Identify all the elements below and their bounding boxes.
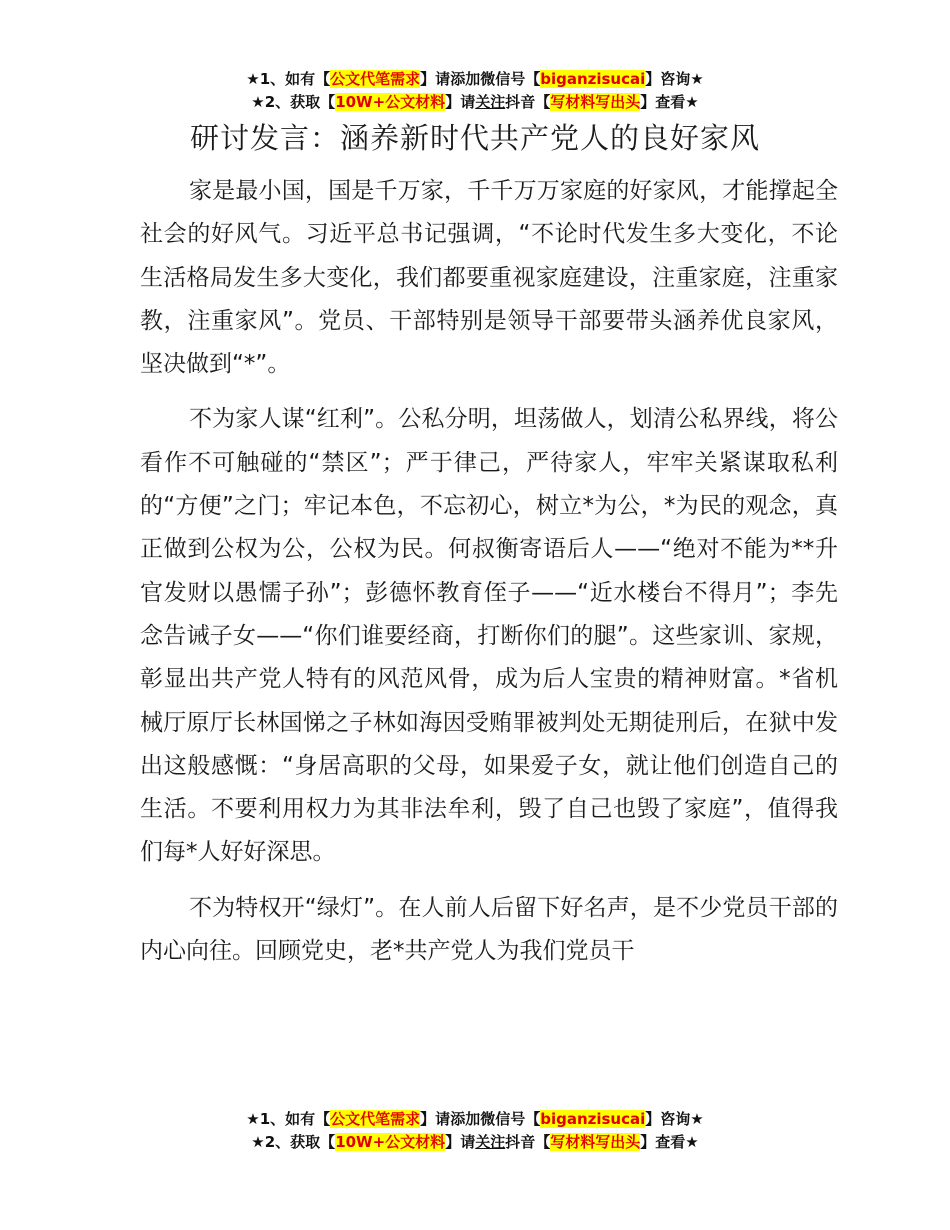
highlight-materials: 10W+公文材料 (335, 1133, 446, 1151)
emphasis-add: 添加 (450, 1110, 481, 1128)
notice-text: 】咨询★ (645, 70, 704, 88)
header-notice (0, 68, 950, 114)
notice-text: 】请 (445, 1133, 476, 1151)
document-body (140, 170, 838, 973)
highlight-douyin-account: 写材料写出头 (550, 1133, 641, 1151)
emphasis-follow: 关注 (475, 1133, 506, 1151)
notice-text: 微信号【 (480, 70, 541, 88)
header-notice-line-1 (0, 68, 950, 91)
emphasis-add: 添加 (450, 70, 481, 88)
footer-notice-line-2 (0, 1131, 950, 1154)
notice-text: 抖音【 (505, 93, 551, 111)
document-title: 研讨发言：涵养新时代共产党人的良好家风 (189, 121, 760, 155)
paragraph-no-dividends: 不为家人谋“红利”。公私分明，坦荡做人，划清公私界线，将公看作不可触碰的“禁区”；严于律己，严待家人，牢牢关紧谋取私利的“方便”之门；牢记本色，不忘初心，树立*为公，*为民的观念，真正做到公权为公，公权为民。何叔衡寄语后人——“绝对不能为**升官发财以愚懦子孙”；彭德怀教育侄子——“近水楼台不得月”；李先念告诫子女——“你们谁要经商，打断你们的腿”。这些家训、家规，彰显出共产党人特有的风范风骨，成为后人宝贵的精神财富。*省机械厅原厅长林国悌之子林如海因受贿罪被判处无期徒刑后，在狱中发出这般感慨：“身居高职的父母，如果爱子女，就让他们创造自己的生活。不要利用权力为其非法牟利，毁了自己也毁了家庭”，值得我们每*人好好深思。 (140, 406, 838, 866)
highlight-ghostwriting-demand: 公文代笔需求 (330, 70, 421, 88)
highlight-douyin-account: 写材料写出头 (550, 93, 641, 111)
paragraph-intro: 家是最小国，国是千万家，千千万万家庭的好家风，才能撑起全社会的好风气。习近平总书记强调，“不论时代发生多大变化，不论生活格局发生多大变化，我们都要重视家庭建设，注重家庭，注重家教，注重家风”。党员、干部特别是领导干部要带头涵养优良家风，坚决做到“*”。 (140, 178, 838, 378)
highlight-wechat-id: biganzisucai (540, 70, 646, 88)
notice-text: ★1、如有【 (246, 1110, 331, 1128)
highlight-materials: 10W+公文材料 (335, 93, 446, 111)
notice-text: 】咨询★ (645, 1110, 704, 1128)
emphasis-follow: 关注 (475, 93, 506, 111)
highlight-ghostwriting-demand: 公文代笔需求 (330, 1110, 421, 1128)
notice-text: ★2、获取【 (251, 93, 336, 111)
notice-text: 】请 (420, 1110, 451, 1128)
footer-notice (0, 1108, 950, 1154)
paragraph-no-privilege: 不为特权开“绿灯”。在人前人后留下好名声，是不少党员干部的内心向往。回顾党史，老*共产党人为我们党员干 (140, 894, 838, 965)
highlight-wechat-id: biganzisucai (540, 1110, 646, 1128)
notice-text: 抖音【 (505, 1133, 551, 1151)
notice-text: 】查看★ (640, 1133, 699, 1151)
notice-text: 】请 (445, 93, 476, 111)
header-notice-line-2 (0, 91, 950, 114)
notice-text: 】查看★ (640, 93, 699, 111)
notice-text: 】请 (420, 70, 451, 88)
notice-text: 微信号【 (480, 1110, 541, 1128)
notice-text: ★2、获取【 (251, 1133, 336, 1151)
notice-text: ★1、如有【 (246, 70, 331, 88)
footer-notice-line-1 (0, 1108, 950, 1131)
